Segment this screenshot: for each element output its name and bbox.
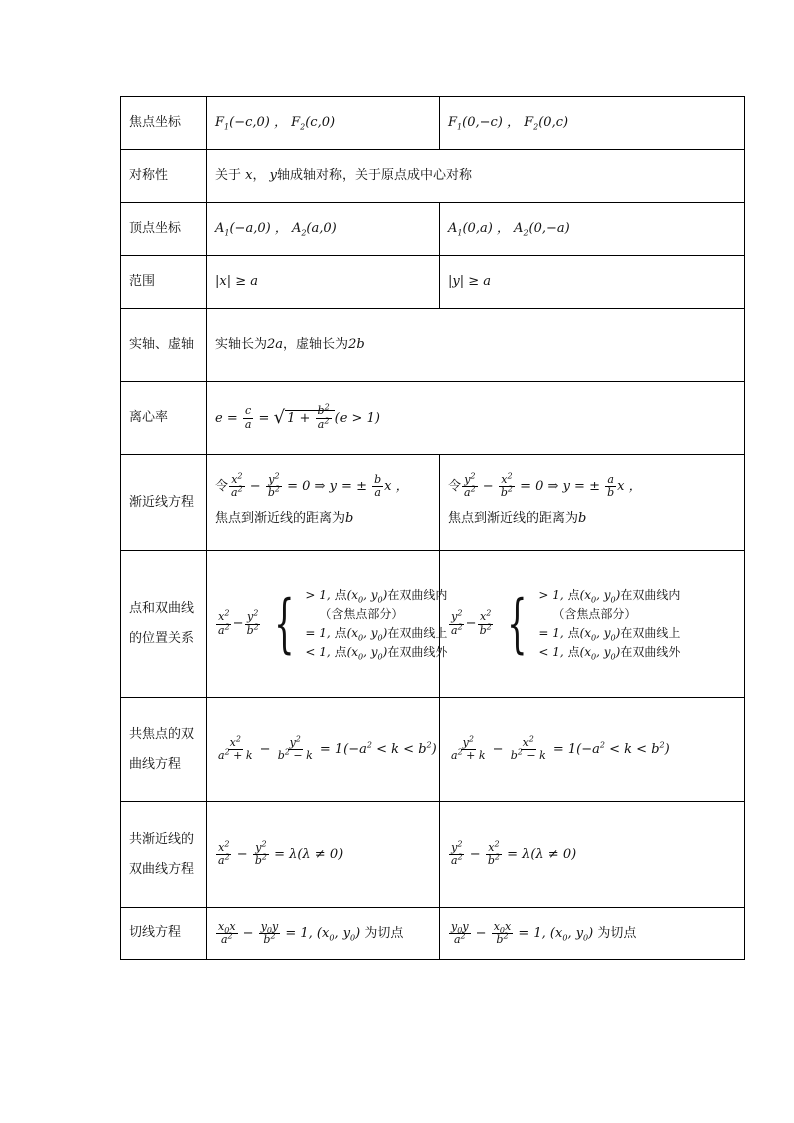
range-x-axis: |x| ≥ a — [207, 256, 440, 309]
row-symmetry — [121, 150, 745, 203]
axes-text: 实轴长为2a，虚轴长为2b — [207, 309, 745, 382]
symmetry-text: 关于 x， y轴成轴对称，关于原点成中心对称 — [207, 150, 745, 203]
row-cofocal — [121, 698, 745, 802]
row-coasym — [121, 802, 745, 908]
coasym-x-axis: $\frac{x^2}{a^2}$ − $\frac{y^2}{b^2}$ = λ(λ ≠ 0) — [207, 802, 440, 908]
row-tangent — [121, 908, 745, 960]
hyperbola-properties-table — [120, 96, 745, 960]
row-axes — [121, 309, 745, 382]
label-position: 点和双曲线的位置关系 — [121, 551, 207, 698]
range-y-axis: |y| ≥ a — [440, 256, 745, 309]
vertices-y-axis: $A_1(0,a)$ ， $A_2(0,-a)$ — [440, 203, 745, 256]
vertices-x-axis: $A_1(-a,0)$ ， $A_2(a,0)$ — [207, 203, 440, 256]
position-y-axis: $\frac{y^2}{a^2}$ − $\frac{x^2}{b^2}$ { > 1, 点($x_0$, $y_0$)在双曲线内 （含焦点部分） = 1, 点($x_0$, $y_0$)在双曲线上 < 1, 点($x_0$, $y_0$)在双曲线外 — [440, 551, 745, 698]
label-tangent: 切线方程 — [121, 908, 207, 960]
cofocal-y-axis: $\frac{y^2}{a^2 + k}$ − $\frac{x^2}{b^2 - k}$ = $1(-a^2 < k < b^2)$ — [440, 698, 745, 802]
label-cofocal: 共焦点的双曲线方程 — [121, 698, 207, 802]
row-range — [121, 256, 745, 309]
label-vertices: 顶点坐标 — [121, 203, 207, 256]
row-position — [121, 551, 745, 698]
label-coasym: 共渐近线的双曲线方程 — [121, 802, 207, 908]
label-asymptote: 渐近线方程 — [121, 455, 207, 551]
foci-x-axis: $F_1(-c,0)$ ， $F_2(c,0)$ — [207, 97, 440, 150]
foci-y-axis: $F_1(0,-c)$ ， $F_2(0,c)$ — [440, 97, 745, 150]
label-symmetry: 对称性 — [121, 150, 207, 203]
label-foci: 焦点坐标 — [121, 97, 207, 150]
asymptote-x-axis: 令 $\frac{x^2}{a^2}$ − $\frac{y^2}{b^2}$ = 0 ⇒ y = ± $\frac{b}{a}$ x ， 焦点到渐近线的距离为b — [207, 455, 440, 551]
row-asymptote — [121, 455, 745, 551]
coasym-y-axis: $\frac{y^2}{a^2}$ − $\frac{x^2}{b^2}$ = λ(λ ≠ 0) — [440, 802, 745, 908]
label-axes: 实轴、虚轴 — [121, 309, 207, 382]
row-vertices — [121, 203, 745, 256]
eccentricity-formula: e = $\frac{c}{a}$ = √ 1 + $\frac{b^2}{a^2}$ (e > 1) — [207, 382, 745, 455]
row-eccentricity — [121, 382, 745, 455]
cofocal-x-axis: $\frac{x^2}{a^2 + k}$ − $\frac{y^2}{b^2 - k}$ = $1(-a^2 < k < b^2)$ — [207, 698, 440, 802]
label-range: 范围 — [121, 256, 207, 309]
row-foci — [121, 97, 745, 150]
position-x-axis: $\frac{x^2}{a^2}$ − $\frac{y^2}{b^2}$ { > 1, 点($x_0$, $y_0$)在双曲线内 （含焦点部分） = 1, 点($x_0$, $y_0$)在双曲线上 < 1, 点($x_0$, $y_0$)在双曲线外 — [207, 551, 440, 698]
label-eccentricity: 离心率 — [121, 382, 207, 455]
tangent-x-axis: $\frac{x_0x}{a^2}$ − $\frac{y_0y}{b^2}$ = 1, ($x_0$, $y_0$) 为切点 — [207, 908, 440, 960]
asymptote-y-axis: 令 $\frac{y^2}{a^2}$ − $\frac{x^2}{b^2}$ = 0 ⇒ y = ± $\frac{a}{b}$ x ， 焦点到渐近线的距离为b — [440, 455, 745, 551]
tangent-y-axis: $\frac{y_0y}{a^2}$ − $\frac{x_0x}{b^2}$ = 1, ($x_0$, $y_0$) 为切点 — [440, 908, 745, 960]
